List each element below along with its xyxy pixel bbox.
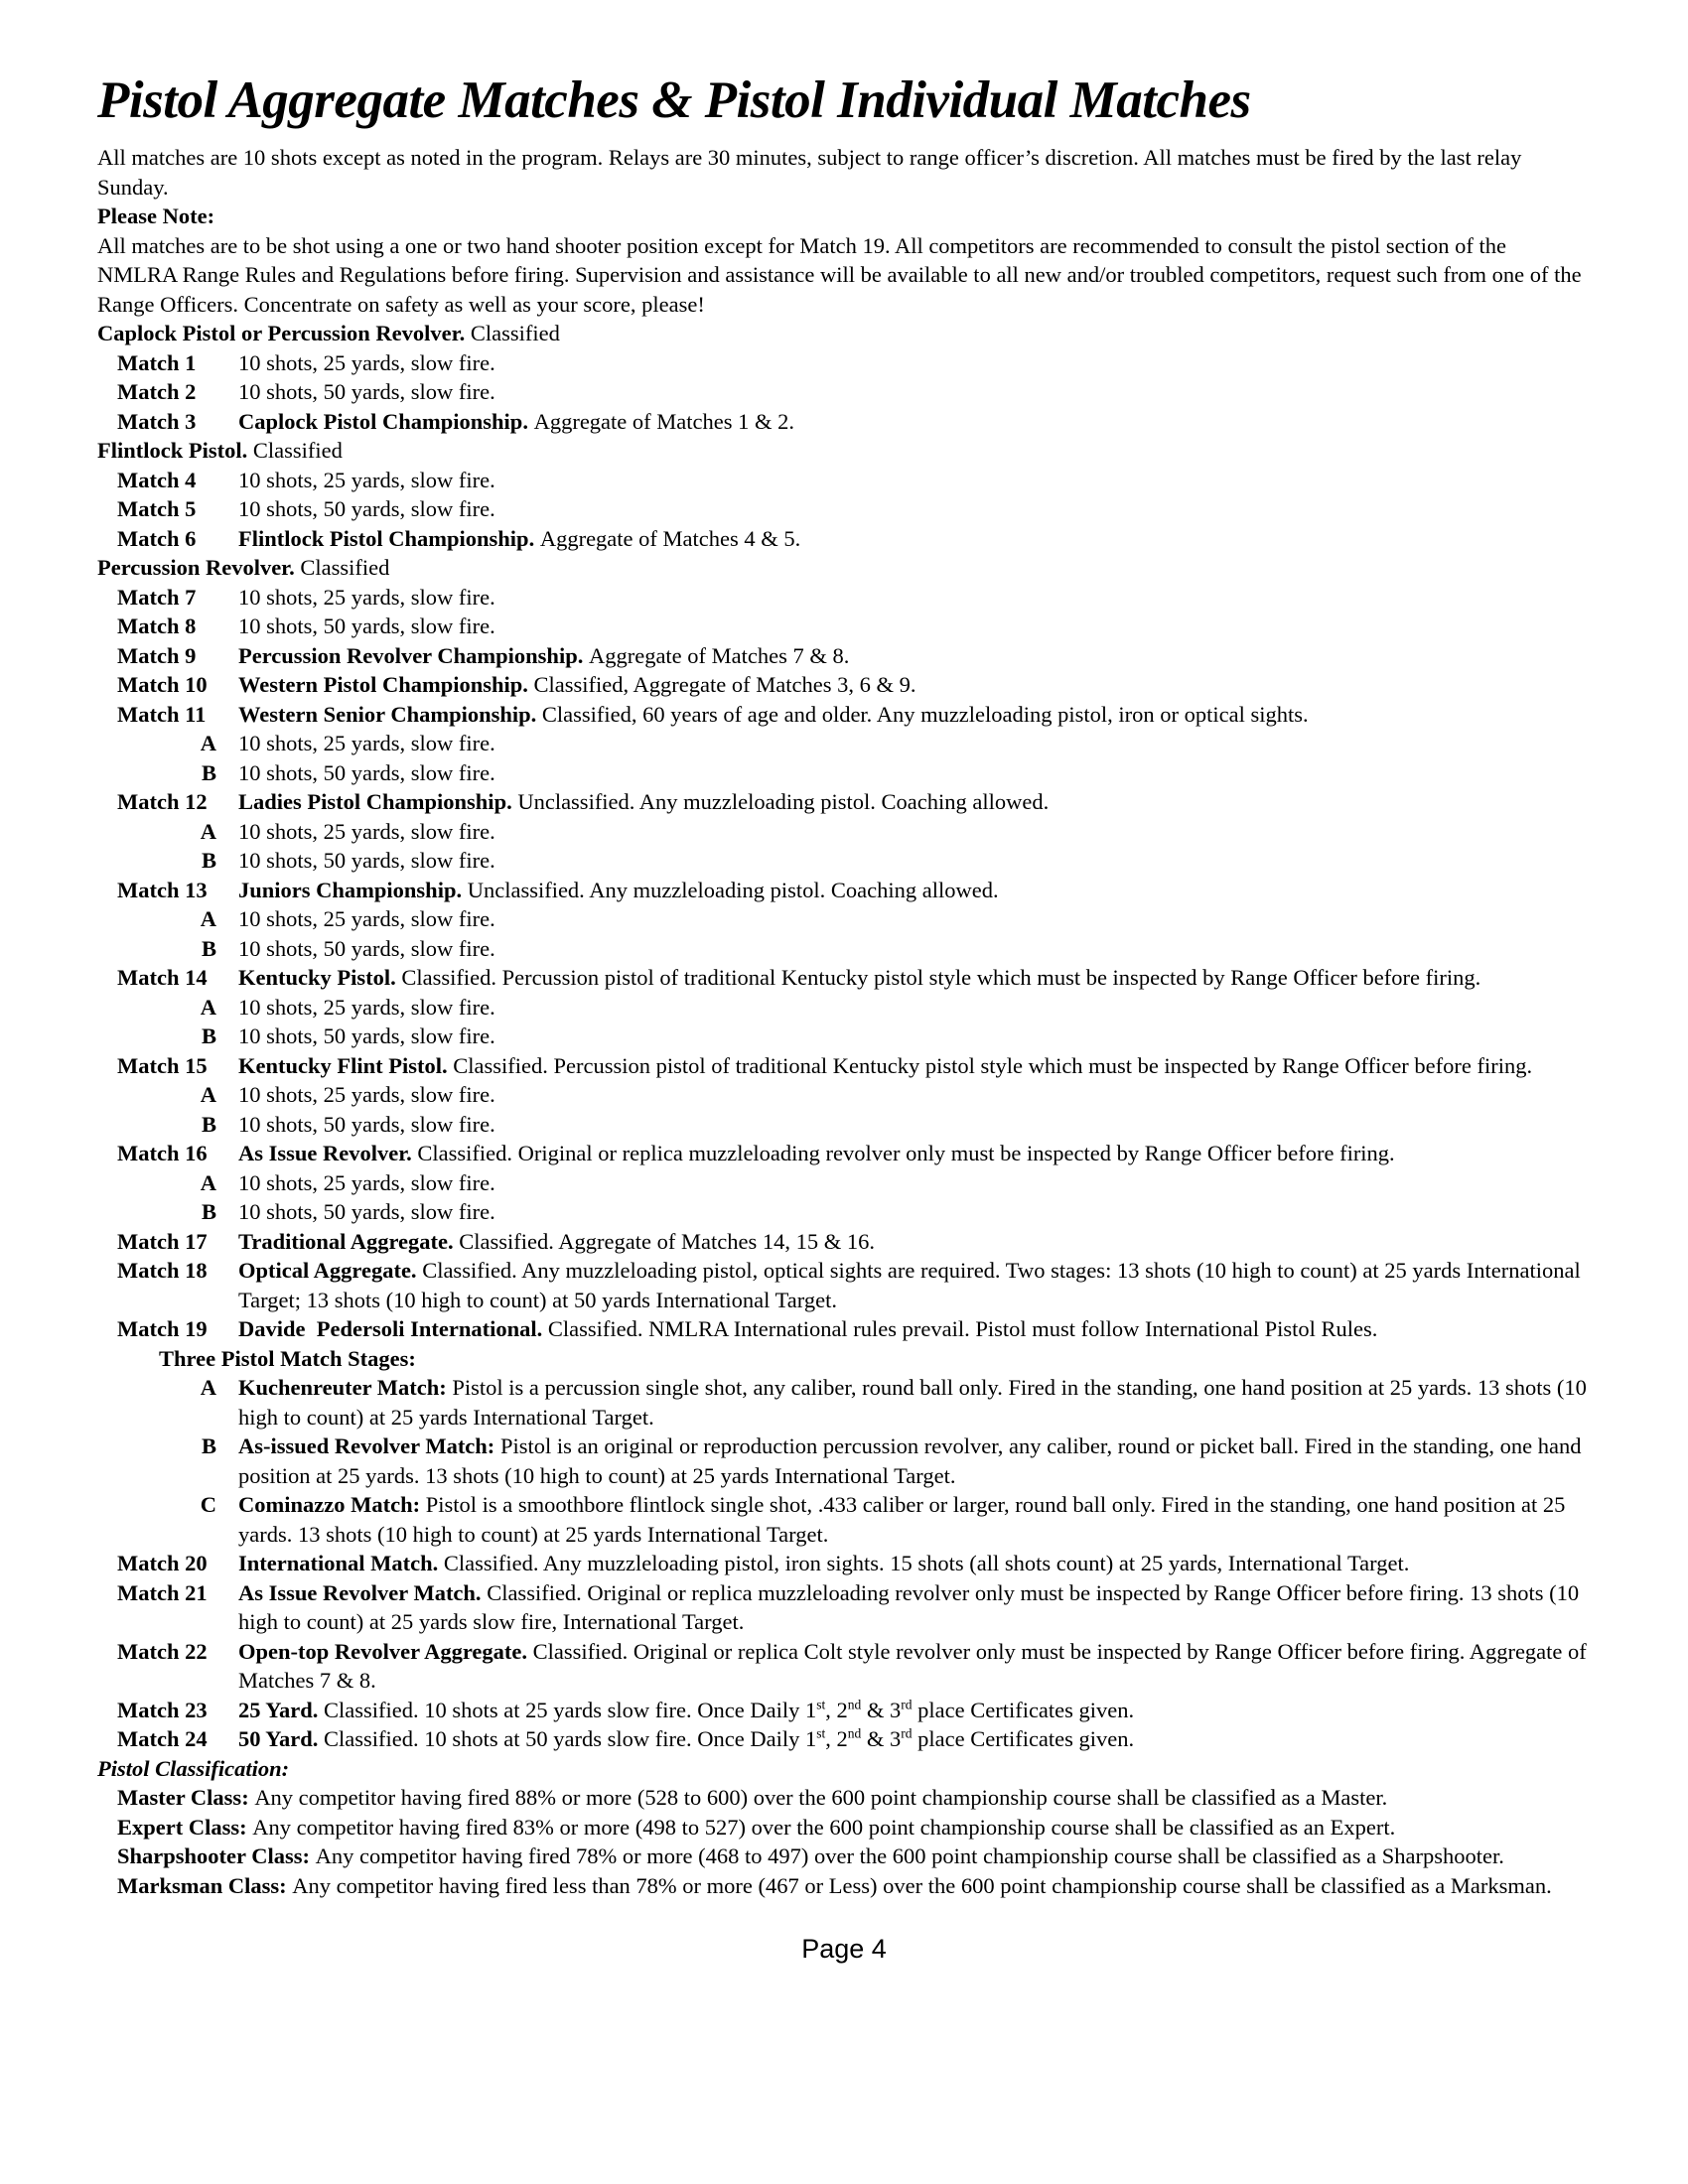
sub-row — [97, 1197, 1591, 1227]
classitem-row — [117, 1842, 1591, 1871]
row-text-segment: 10 shots, 50 yards, slow fire. — [238, 614, 495, 638]
row-label: A — [200, 818, 216, 844]
row-label: Match 18 — [117, 1258, 208, 1283]
row-text-bold: Open-top Revolver Aggregate. — [238, 1638, 533, 1664]
row-text-segment: place Certificates given. — [912, 1726, 1135, 1751]
row-text-segment: Unclassified. Any muzzleloading pistol. Coaching allowed. — [467, 877, 999, 902]
row-text-bold: 25 Yard. — [238, 1697, 325, 1722]
section-row — [97, 319, 1591, 348]
row-text-segment: , 2 — [825, 1697, 848, 1722]
row-text — [238, 348, 1591, 378]
row-text-bold: Caplock Pistol or Percussion Revolver. — [97, 321, 466, 345]
row-label: Match 12 — [117, 789, 208, 814]
row-text-segment: 10 shots, 50 yards, slow fire. — [238, 1199, 495, 1224]
row-text-segment: st — [816, 1725, 826, 1741]
match-row — [97, 1724, 1591, 1754]
row-text — [238, 1724, 1591, 1754]
row-text-segment: Pistol is a percussion single shot, any caliber, round ball only. Fired in the standing, one hand position at 25 yards. 13 shots (10 high to count) at 25 yards International Target. — [238, 1375, 1593, 1430]
row-text-segment: Aggregate of Matches 7 & 8. — [588, 642, 850, 668]
section-row — [97, 553, 1591, 583]
row-text-segment: 10 shots, 25 yards, slow fire. — [238, 1082, 495, 1107]
sub-row — [97, 934, 1591, 964]
row-text — [117, 1843, 1504, 1868]
row-text-segment: 10 shots, 25 yards, slow fire. — [238, 467, 495, 492]
row-text-segment: Classified. Original or replica Colt style revolver only must be inspected by Range Officer before firing. Aggregate of Matches 7 & 8. — [238, 1638, 1593, 1693]
row-text — [238, 1080, 1591, 1110]
row-label: A — [200, 1169, 216, 1195]
sub-row — [97, 1022, 1591, 1051]
row-text-bold: Three Pistol Match Stages: — [159, 1345, 416, 1371]
row-text-segment: 10 shots, 25 yards, slow fire. — [238, 584, 495, 610]
row-text — [238, 1314, 1591, 1344]
row-text-bold: Pistol Classification: — [97, 1755, 290, 1781]
row-text — [238, 1549, 1591, 1578]
row-text-segment: Any competitor having fired 78% or more (468 to 497) over the 600 point championship course shall be classified as a Sharpshooter. — [315, 1843, 1504, 1868]
row-label: A — [200, 906, 216, 931]
row-label: Match 22 — [117, 1638, 208, 1664]
match-row — [97, 348, 1591, 378]
row-text-bold: As-issued Revolver Match: — [238, 1433, 500, 1458]
row-text-segment: Classified. Any muzzleloading pistol, iron sights. 15 shots (all shots count) at 25 yards, International Target. — [443, 1551, 1410, 1575]
row-text-bold: Cominazzo Match: — [238, 1492, 426, 1517]
row-text-segment: Pistol is a smoothbore flintlock single shot, .433 caliber or larger, round ball only. Fired in the standing, one hand position at 25 yards. 13 shots (10 high to count) at 25 yards International Target. — [238, 1492, 1572, 1547]
row-label: Match 13 — [117, 877, 208, 902]
row-text-segment: Classified — [294, 555, 390, 580]
row-text — [238, 1139, 1591, 1168]
row-text — [238, 641, 1591, 671]
row-label: Match 1 — [117, 349, 197, 375]
row-text-bold: Marksman Class: — [117, 1872, 293, 1898]
row-text — [238, 876, 1591, 905]
row-label: Match 23 — [117, 1697, 208, 1722]
row-text — [238, 1578, 1591, 1637]
row-label: B — [201, 848, 216, 873]
note-label: Please Note: — [97, 204, 215, 228]
row-text — [238, 729, 1591, 758]
row-label: Match 24 — [117, 1726, 208, 1751]
row-text-segment: Any competitor having fired 83% or more (498 to 527) over the 600 point championship course shall be classified as an Expert. — [252, 1814, 1396, 1840]
row-text — [238, 583, 1591, 613]
row-text-bold: Percussion Revolver Championship. — [238, 642, 589, 668]
row-text-bold: Western Senior Championship. — [238, 701, 542, 727]
row-text-segment: Classified. Any muzzleloading pistol, optical sights are required. Two stages: 13 shots (10 high to count) at 25 yards International Target; 13 shots (10 high to count) at 50 yards International Target. — [238, 1258, 1586, 1312]
row-label: Match 7 — [117, 584, 197, 610]
sub-row — [97, 993, 1591, 1023]
row-label: B — [201, 1111, 216, 1137]
row-text-segment: Classified. 10 shots at 25 yards slow fire. Once Daily 1 — [324, 1697, 817, 1722]
row-text-segment: Classified. Original or replica muzzleloading revolver only must be inspected by Range Officer before firing. 13 shots (10 high to count) at 25 yards slow fire, International Target. — [238, 1579, 1585, 1634]
row-label: C — [200, 1492, 216, 1517]
sub-row — [97, 1080, 1591, 1110]
note-paragraph: All matches are to be shot using a one or two hand shooter position except for Match 19. All competitors are recommended to consult the pistol section of the NMLRA Range Rules and Regulations before firing. Supervision and assistance will be available to all new and/or troubled competitors, request such from one of the Range Officers. Concentrate on safety as well as your score, please! — [97, 232, 1582, 317]
row-text — [238, 1696, 1591, 1725]
row-text — [238, 494, 1591, 524]
row-text-segment: rd — [901, 1697, 913, 1711]
sub-row — [97, 1373, 1591, 1432]
row-text-bold: Kentucky Pistol. — [238, 965, 402, 990]
row-text-bold: Master Class: — [117, 1785, 255, 1810]
match-row — [97, 583, 1591, 613]
match-row — [97, 494, 1591, 524]
sub-row — [97, 904, 1591, 934]
match-row — [97, 1139, 1591, 1168]
row-label: A — [200, 1082, 216, 1107]
row-text-segment: & 3 — [861, 1726, 902, 1751]
row-text-segment: 10 shots, 25 yards, slow fire. — [238, 1169, 495, 1195]
row-text-segment: Aggregate of Matches 4 & 5. — [539, 525, 801, 551]
row-text-segment: 10 shots, 50 yards, slow fire. — [238, 1111, 495, 1137]
row-text-segment: nd — [847, 1725, 862, 1741]
match-row — [97, 787, 1591, 817]
classhead-row — [97, 1754, 1591, 1784]
match-list — [97, 319, 1591, 1900]
match-row — [97, 963, 1591, 993]
row-text-segment: Classified. Percussion pistol of traditional Kentucky pistol style which must be inspected by Range Officer before firing. — [453, 1052, 1533, 1078]
row-label: B — [201, 935, 216, 961]
row-label: Match 3 — [117, 408, 197, 434]
row-label: Match 9 — [117, 642, 197, 668]
intro-paragraph: All matches are 10 shots except as noted in the program. Relays are 30 minutes, subject to range officer’s discretion. All matches must be fired by the last relay Sunday. — [97, 145, 1522, 200]
row-text — [238, 934, 1591, 964]
row-text-bold: Davide Pedersoli International. — [238, 1316, 548, 1341]
row-text-segment: & 3 — [861, 1697, 902, 1722]
row-label: Match 5 — [117, 496, 197, 521]
row-text-segment: 10 shots, 50 yards, slow fire. — [238, 496, 495, 521]
row-text-segment: place Certificates given. — [912, 1697, 1135, 1722]
row-text-segment: 10 shots, 50 yards, slow fire. — [238, 379, 495, 404]
match-row — [97, 641, 1591, 671]
row-label: A — [200, 994, 216, 1020]
row-label: B — [201, 759, 216, 785]
row-text-bold: Optical Aggregate. — [238, 1258, 423, 1283]
row-text-segment: 10 shots, 50 yards, slow fire. — [238, 759, 495, 785]
match-row — [97, 1314, 1591, 1344]
row-text — [238, 846, 1591, 876]
row-text — [238, 377, 1591, 407]
row-label: Match 2 — [117, 379, 197, 404]
classitem-row — [117, 1871, 1591, 1901]
stagehead-row — [159, 1344, 1591, 1374]
row-text — [117, 1785, 1387, 1810]
row-text — [238, 524, 1591, 554]
sub-row — [97, 1490, 1591, 1549]
row-text — [238, 1168, 1591, 1198]
row-text — [238, 1256, 1591, 1314]
row-text — [238, 1197, 1591, 1227]
row-label: B — [201, 1433, 216, 1458]
row-label: B — [201, 1024, 216, 1048]
row-label: B — [201, 1199, 216, 1224]
row-text-segment: Classified, Aggregate of Matches 3, 6 & 9. — [533, 672, 916, 697]
row-text-bold: Flintlock Pistol. — [97, 438, 248, 463]
row-text — [238, 407, 1591, 437]
row-text — [97, 555, 389, 580]
row-text — [238, 1490, 1591, 1549]
row-label: Match 8 — [117, 614, 197, 638]
row-text-segment: rd — [901, 1725, 913, 1741]
row-text-segment: nd — [847, 1697, 862, 1711]
row-text — [117, 1873, 1552, 1898]
row-text-segment: 10 shots, 25 yards, slow fire. — [238, 818, 495, 844]
match-row — [97, 876, 1591, 905]
row-text-bold: As Issue Revolver. — [238, 1141, 418, 1165]
row-text — [238, 904, 1591, 934]
row-text — [97, 1756, 289, 1781]
row-text — [238, 1227, 1591, 1257]
row-text-bold: Kentucky Flint Pistol. — [238, 1052, 454, 1078]
row-text — [238, 993, 1591, 1023]
section-row — [97, 436, 1591, 466]
row-text-segment: Aggregate of Matches 1 & 2. — [533, 408, 794, 434]
row-text — [238, 817, 1591, 847]
row-text — [238, 1432, 1591, 1490]
row-text — [238, 1373, 1591, 1432]
row-text-bold: Caplock Pistol Championship. — [238, 408, 534, 434]
match-row — [97, 1578, 1591, 1637]
row-text — [238, 1051, 1591, 1081]
match-row — [97, 524, 1591, 554]
row-text-segment: st — [816, 1697, 826, 1711]
row-label: Match 15 — [117, 1052, 208, 1078]
row-label: Match 17 — [117, 1228, 208, 1254]
row-label: Match 10 — [117, 672, 208, 697]
page-title: Pistol Aggregate Matches & Pistol Individual Matches — [97, 71, 1251, 129]
row-text-segment: Classified — [247, 438, 343, 463]
row-text-segment: Classified — [465, 321, 560, 345]
match-row — [97, 612, 1591, 641]
row-text-segment: Classified, 60 years of age and older. Any muzzleloading pistol, iron or optical sights. — [541, 701, 1309, 727]
match-row — [97, 377, 1591, 407]
row-label: Match 11 — [117, 701, 207, 727]
row-text-bold: Expert Class: — [117, 1814, 253, 1840]
match-row — [97, 407, 1591, 437]
row-text-bold: 50 Yard. — [238, 1726, 325, 1751]
row-text-bold: Western Pistol Championship. — [238, 672, 534, 697]
row-label: Match 14 — [117, 965, 208, 990]
row-text-segment: Unclassified. Any muzzleloading pistol. Coaching allowed. — [517, 789, 1050, 814]
row-text-segment: Classified. 10 shots at 50 yards slow fire. Once Daily 1 — [324, 1726, 817, 1751]
match-row — [97, 1549, 1591, 1578]
row-text — [159, 1346, 416, 1371]
row-label: A — [200, 731, 216, 755]
row-text — [97, 438, 343, 463]
row-text-bold: Traditional Aggregate. — [238, 1228, 460, 1254]
row-text — [238, 466, 1591, 495]
row-text-bold: Flintlock Pistol Championship. — [238, 525, 540, 551]
match-row — [97, 1051, 1591, 1081]
match-row — [97, 1696, 1591, 1725]
row-text-segment: Classified. Original or replica muzzleloading revolver only must be inspected by Range Officer before firing. — [417, 1141, 1395, 1165]
sub-row — [97, 1168, 1591, 1198]
page-number: Page 4 — [801, 1934, 887, 1964]
classitem-row — [117, 1813, 1591, 1843]
match-row — [97, 1227, 1591, 1257]
row-text-segment: 10 shots, 25 yards, slow fire. — [238, 349, 495, 375]
match-row — [97, 466, 1591, 495]
match-row — [97, 670, 1591, 700]
sub-row — [97, 729, 1591, 758]
match-row — [97, 1256, 1591, 1314]
row-label: A — [200, 1375, 216, 1400]
row-text-segment: , 2 — [825, 1726, 848, 1751]
row-text-bold: Juniors Championship. — [238, 877, 468, 902]
row-text — [238, 700, 1591, 730]
row-text-segment: Classified. Percussion pistol of traditional Kentucky pistol style which must be inspected by Range Officer before firing. — [401, 965, 1481, 990]
row-text-bold: Kuchenreuter Match: — [238, 1375, 453, 1400]
row-text — [117, 1815, 1395, 1840]
row-text-segment: Classified. Aggregate of Matches 14, 15 & 16. — [459, 1228, 875, 1254]
row-text-bold: Ladies Pistol Championship. — [238, 789, 518, 814]
classitem-row — [117, 1783, 1591, 1813]
row-label: Match 16 — [117, 1141, 208, 1165]
row-text — [238, 787, 1591, 817]
row-text-segment: 10 shots, 25 yards, slow fire. — [238, 731, 495, 755]
row-text-segment: Pistol is an original or reproduction percussion revolver, any caliber, round or picket ball. Fired in the standing, one hand position at 25 yards. 13 shots (10 high to count) at 25 yards International Target. — [238, 1433, 1588, 1488]
row-text — [238, 963, 1591, 993]
sub-row — [97, 1110, 1591, 1140]
row-text-bold: As Issue Revolver Match. — [238, 1579, 488, 1605]
row-text — [238, 1022, 1591, 1051]
row-label: Match 21 — [117, 1579, 208, 1605]
row-text-bold: International Match. — [238, 1551, 444, 1575]
row-text-segment: 10 shots, 25 yards, slow fire. — [238, 906, 495, 931]
row-text-segment: 10 shots, 50 yards, slow fire. — [238, 848, 495, 873]
match-row — [97, 700, 1591, 730]
row-text-bold: Sharpshooter Class: — [117, 1843, 316, 1868]
sub-row — [97, 846, 1591, 876]
match-row — [97, 1637, 1591, 1696]
row-text — [238, 670, 1591, 700]
row-text-segment: Classified. NMLRA International rules prevail. Pistol must follow International Pistol Rules. — [547, 1316, 1378, 1341]
row-label: Match 6 — [117, 525, 197, 551]
row-text-segment: 10 shots, 50 yards, slow fire. — [238, 935, 495, 961]
row-text-bold: Percussion Revolver. — [97, 555, 295, 580]
sub-row — [97, 758, 1591, 788]
row-text-segment: Any competitor having fired less than 78% or more (467 or Less) over the 600 point championship course shall be classified as a Marksman. — [292, 1872, 1552, 1898]
row-text — [238, 1110, 1591, 1140]
row-label: Match 20 — [117, 1551, 208, 1575]
row-label: Match 19 — [117, 1316, 208, 1341]
row-text — [97, 321, 560, 345]
row-text-segment: 10 shots, 25 yards, slow fire. — [238, 994, 495, 1020]
sub-row — [97, 1432, 1591, 1490]
row-text — [238, 1637, 1591, 1696]
row-text — [238, 612, 1591, 641]
row-text — [238, 758, 1591, 788]
sub-row — [97, 817, 1591, 847]
row-label: Match 4 — [117, 467, 197, 492]
row-text-segment: Any competitor having fired 88% or more (528 to 600) over the 600 point championship course shall be classified as a Master. — [254, 1785, 1388, 1810]
row-text-segment: 10 shots, 50 yards, slow fire. — [238, 1024, 495, 1048]
